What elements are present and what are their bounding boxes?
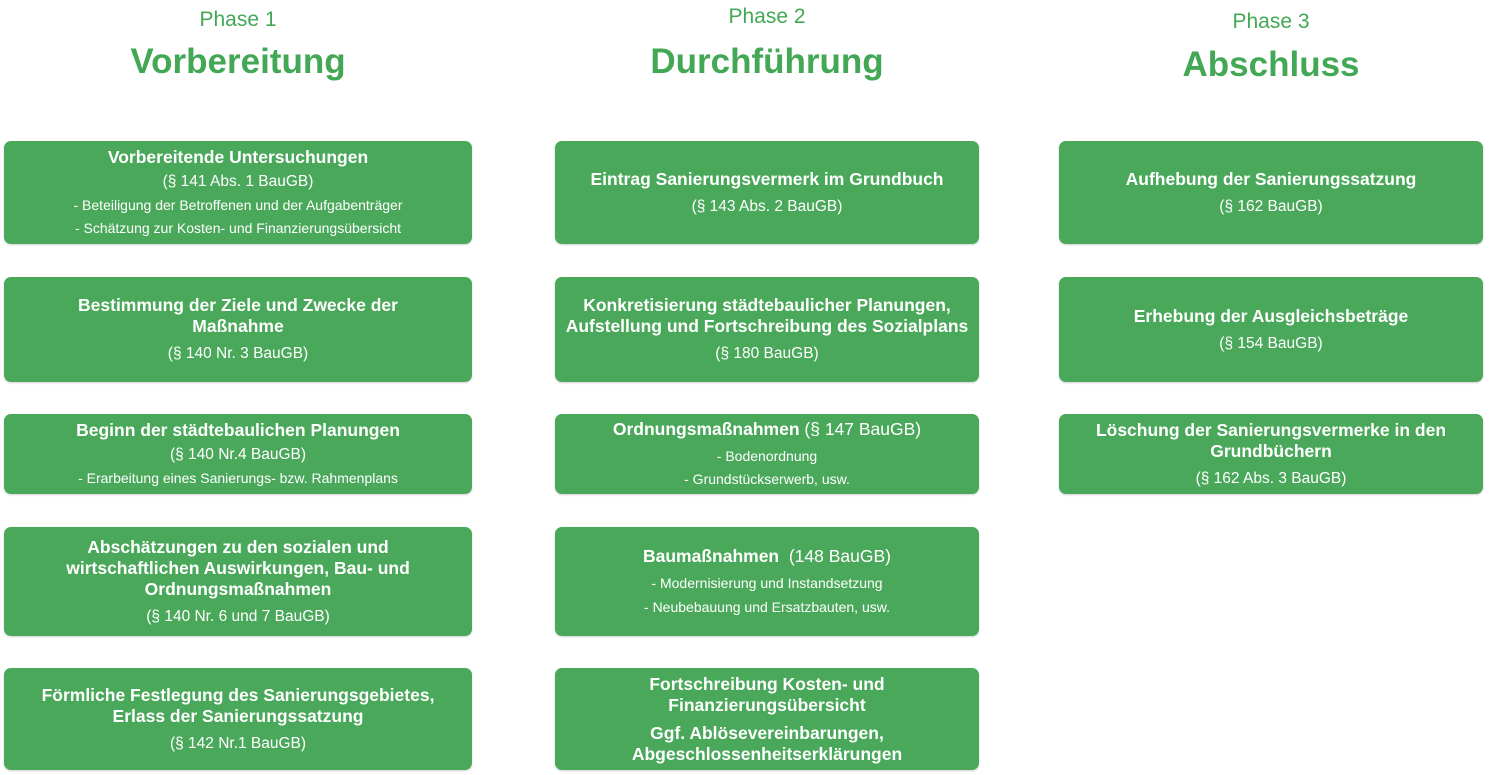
step-title: Löschung der Sanierungsvermerke in den Grundbüchern xyxy=(1095,419,1447,461)
step-reference: (148 BauGB) xyxy=(788,546,891,566)
step-detail: - Modernisierung und Instandsetzung xyxy=(651,575,883,591)
step-title: Konkretisierung städtebaulicher Planungen, Aufstellung und Fortschreibung des Sozialplans xyxy=(565,295,969,336)
step-detail: - Erarbeitung eines Sanierungs- bzw. Rahmenplans xyxy=(78,470,398,486)
step-foermliche-festlegung xyxy=(4,668,472,770)
step-title xyxy=(643,546,891,567)
step-ziele-und-zwecke xyxy=(4,277,472,382)
step-detail: - Bodenordnung xyxy=(716,448,818,464)
step-title: Erhebung der Ausgleichsbeträge xyxy=(1133,305,1409,326)
step-fortschreibung-kosten xyxy=(555,668,979,770)
step-title: Vorbereitende Untersuchungen xyxy=(107,147,369,167)
step-eintrag-sanierungsvermerk xyxy=(555,141,979,244)
step-erhebung-ausgleichsbetraege xyxy=(1059,277,1483,382)
step-detail: - Grundstückserwerb, usw. xyxy=(684,471,850,487)
step-reference: (§ 162 Abs. 3 BauGB) xyxy=(1195,469,1347,487)
step-title-text: Ordnungsmaßnahmen xyxy=(612,419,800,439)
step-abschaetzungen xyxy=(4,527,472,636)
step-reference: (§ 147 BauGB) xyxy=(804,419,922,439)
step-title: Fortschreibung Kosten- und Finanzierungsübersicht xyxy=(649,673,885,715)
step-reference: (§ 140 Nr. 6 und 7 BauGB) xyxy=(146,607,330,625)
step-beginn-planungen xyxy=(4,414,472,494)
step-reference: (§ 143 Abs. 2 BauGB) xyxy=(691,197,843,215)
step-baumassnahmen xyxy=(555,527,979,636)
step-reference: (§ 141 Abs. 1 BauGB) xyxy=(162,173,314,190)
step-reference: (§ 142 Nr.1 BauGB) xyxy=(169,734,307,752)
phase-2-label: Phase 2 xyxy=(728,5,806,28)
step-reference: (§ 154 BauGB) xyxy=(1219,334,1323,352)
step-title-text: Baumaßnahmen xyxy=(642,546,780,566)
phase-2-name: Durchführung xyxy=(650,42,884,81)
step-title: Aufhebung der Sanierungssatzung xyxy=(1125,168,1417,189)
step-vorbereitende-untersuchungen xyxy=(4,141,472,244)
step-detail: - Schätzung zur Kosten- und Finanzierungsübersicht xyxy=(74,220,402,236)
step-reference: (§ 180 BauGB) xyxy=(715,345,819,362)
phase-1-name: Vorbereitung xyxy=(130,42,346,81)
step-loeschung-vermerke xyxy=(1059,414,1483,494)
step-title: Abschätzungen zu den sozialen und wirtschaftlichen Auswirkungen, Bau- und Ordnungsmaßnahmen xyxy=(66,536,410,599)
step-title: Eintrag Sanierungsvermerk im Grundbuch xyxy=(590,168,944,189)
step-konkretisierung-planungen xyxy=(555,277,979,382)
step-title: Förmliche Festlegung des Sanierungsgebietes, Erlass der Sanierungssatzung xyxy=(41,684,435,726)
phase-1-label: Phase 1 xyxy=(199,8,277,31)
step-detail: - Neubebauung und Ersatzbauten, usw. xyxy=(644,599,890,615)
step-title: Bestimmung der Ziele und Zwecke der Maßnahme xyxy=(78,295,398,336)
step-reference: (§ 140 Nr.4 BauGB) xyxy=(169,446,307,463)
step-detail: - Beteiligung der Betroffenen und der Aufgabenträger xyxy=(73,197,403,213)
step-title xyxy=(613,419,921,440)
phase-3-name: Abschluss xyxy=(1182,45,1360,84)
step-aufhebung-satzung xyxy=(1059,141,1483,244)
step-title-secondary: Ggf. Ablösevereinbarungen, Abgeschlossenheitserklärungen xyxy=(631,722,903,764)
step-reference: (§ 162 BauGB) xyxy=(1219,197,1323,215)
step-title: Beginn der städtebaulichen Planungen xyxy=(76,420,400,440)
phase-3-label: Phase 3 xyxy=(1232,10,1310,33)
step-reference: (§ 140 Nr. 3 BauGB) xyxy=(167,345,309,362)
step-ordnungsmassnahmen xyxy=(555,414,979,494)
